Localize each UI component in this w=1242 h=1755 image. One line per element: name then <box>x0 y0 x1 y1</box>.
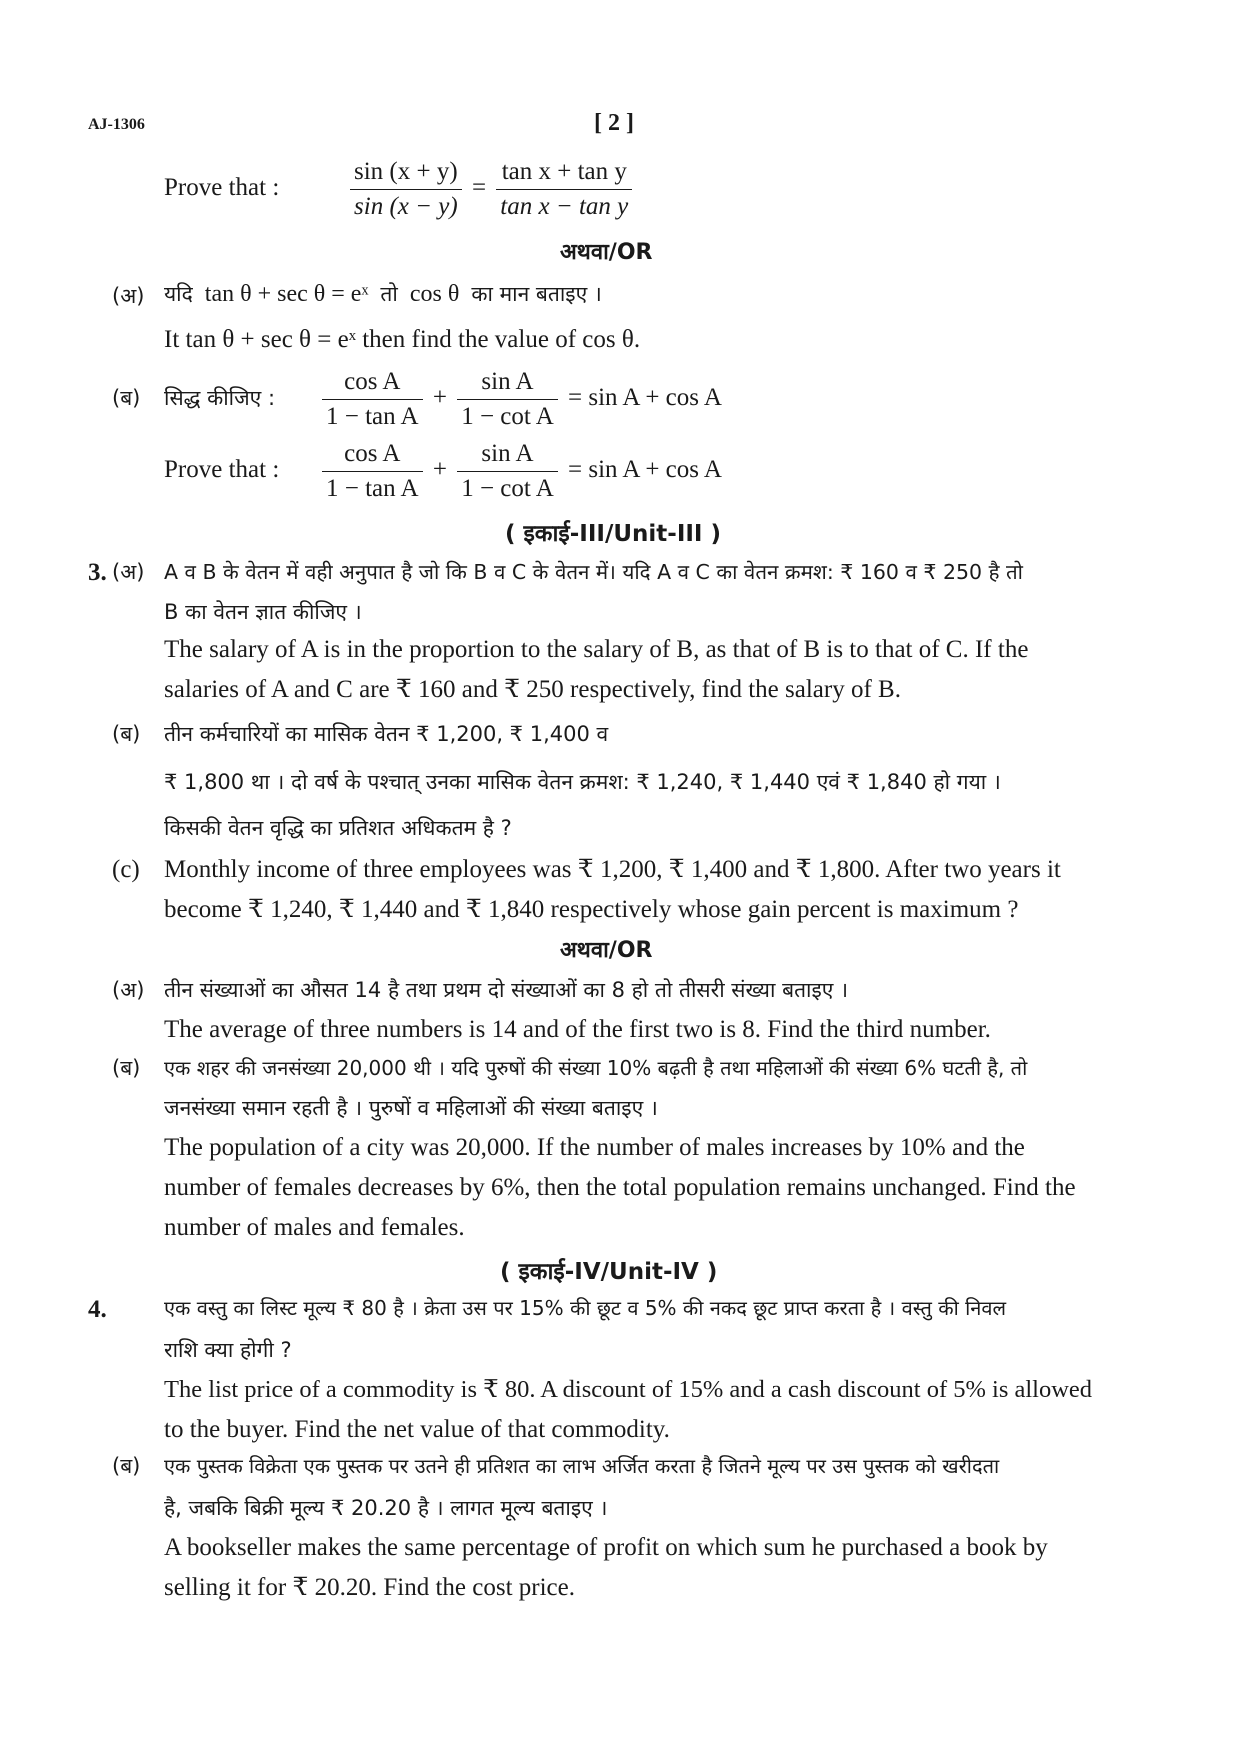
page-number: [ 2 ] <box>594 110 634 136</box>
unit-4-heading: ( इकाई-IV/Unit-IV ) <box>500 1259 718 1285</box>
q3-a-english-1: The salary of A is in the proportion to the salary of B, as that of B is to that of C. If the <box>164 636 1029 663</box>
denominator: 1 − tan A <box>326 403 419 430</box>
q4-b-english-2: selling it for ₹ 20.20. Find the cost price. <box>164 1574 575 1601</box>
or-separator-1: अथवा/OR <box>560 240 653 265</box>
or-separator-2: अथवा/OR <box>560 938 653 963</box>
q3-b-hindi-2: ₹ 1,800 था । दो वर्ष के पश्चात् उनका मासिक वेतन क्रमश: ₹ 1,240, ₹ 1,440 एवं ₹ 1,840 हो गया । <box>164 770 1001 794</box>
fraction-cos <box>322 368 423 431</box>
hindi-text: का मान बताइए । <box>471 282 602 306</box>
hindi-text: तो <box>380 282 398 306</box>
exam-code: AJ-1306 <box>88 116 145 133</box>
numerator: sin A <box>457 368 558 400</box>
q3-b-marker: (ब) <box>112 722 141 746</box>
q3-a-marker: (अ) <box>112 560 145 584</box>
fraction-cos <box>322 440 423 503</box>
rhs: = sin A + cos A <box>568 456 722 484</box>
q4-a-hindi-1: एक वस्तु का लिस्ट मूल्य ₹ 80 है । क्रेता उस पर 15% की छूट व 5% की नकद छूट प्राप्त करता है । वस्तु की निवल <box>164 1296 1007 1320</box>
denominator: 1 − cot A <box>461 475 554 502</box>
numerator: cos A <box>322 368 423 400</box>
q2-b-english-label: Prove that : <box>164 456 280 483</box>
q3-c-marker: (c) <box>112 856 140 883</box>
q3-or-b-english-2: number of females decreases by 6%, then the total population remains unchanged. Find the <box>164 1174 1076 1201</box>
equation-1 <box>346 158 636 221</box>
equals-sign: = <box>471 174 487 202</box>
denominator: tan x − tan y <box>500 193 629 220</box>
numerator: sin A <box>457 440 558 472</box>
hindi-text: यदि <box>164 282 193 306</box>
q2-b-hindi-label: सिद्ध कीजिए : <box>164 386 276 410</box>
q3-or-b-english-3: number of males and females. <box>164 1214 465 1241</box>
q3-number: 3. <box>88 559 107 586</box>
q4-a-english-2: to the buyer. Find the net value of that commodity. <box>164 1416 670 1443</box>
numerator: sin (x + y) <box>350 158 462 190</box>
q3-or-a-hindi: तीन संख्याओं का औसत 14 है तथा प्रथम दो संख्याओं का 8 हो तो तीसरी संख्या बताइए । <box>164 978 849 1002</box>
q3-a-english-2: salaries of A and C are ₹ 160 and ₹ 250 respectively, find the salary of B. <box>164 676 901 703</box>
q3-or-a-marker: (अ) <box>112 978 145 1002</box>
denominator: sin (x − y) <box>354 193 458 220</box>
q3-a-hindi-1: A व B के वेतन में वही अनुपात है जो कि B व C के वेतन में। यदि A व C का वेतन क्रमश: ₹ 160 व ₹ 250 है तो <box>164 560 1023 584</box>
equation-2-english <box>318 440 722 503</box>
q3-b-hindi-1: तीन कर्मचारियों का मासिक वेतन ₹ 1,200, ₹ 1,400 व <box>164 722 609 746</box>
denominator: 1 − tan A <box>326 475 419 502</box>
q3-or-b-hindi-2: जनसंख्या समान रहती है । पुरुषों व महिलाओं की संख्या बताइए । <box>164 1096 658 1120</box>
rhs: = sin A + cos A <box>568 384 722 412</box>
q3-c-english-1: Monthly income of three employees was ₹ 1,200, ₹ 1,400 and ₹ 1,800. After two years it <box>164 856 1061 883</box>
q4-b-hindi-1: एक पुस्तक विक्रेता एक पुस्तक पर उतने ही प्रतिशत का लाभ अर्जित करता है जितने मूल्य पर उस पुस्तक को खरीदता <box>164 1454 1000 1478</box>
q4-number: 4. <box>88 1296 107 1323</box>
fraction-left <box>350 158 462 221</box>
plus-sign: + <box>432 384 447 412</box>
unit-3-heading: ( इकाई-III/Unit-III ) <box>505 521 722 547</box>
q3-or-b-english-1: The population of a city was 20,000. If the number of males increases by 10% and the <box>164 1134 1025 1161</box>
q4-b-marker: (ब) <box>112 1454 141 1478</box>
q2-a-english: It tan θ + sec θ = eˣ then find the value of cos θ. <box>164 326 641 353</box>
q3-a-hindi-2: B का वेतन ज्ञात कीजिए । <box>164 600 362 624</box>
q4-a-english-1: The list price of a commodity is ₹ 80. A discount of 15% and a cash discount of 5% is allowed <box>164 1376 1093 1403</box>
q2-a-hindi <box>164 280 602 308</box>
math-expression: tan θ + sec θ = eˣ <box>204 281 369 307</box>
math-expression: cos θ <box>409 281 460 307</box>
q4-a-hindi-2: राशि क्या होगी ? <box>164 1338 292 1362</box>
denominator: 1 − cot A <box>461 403 554 430</box>
numerator: tan x + tan y <box>496 158 632 190</box>
prove-label-1: Prove that : <box>164 174 280 201</box>
q3-or-b-hindi-1: एक शहर की जनसंख्या 20,000 थी । यदि पुरुषों की संख्या 10% बढ़ती है तथा महिलाओं की संख्या 6% घटती है, तो <box>164 1056 1028 1080</box>
numerator: cos A <box>322 440 423 472</box>
fraction-sin <box>457 440 558 503</box>
q3-or-a-english: The average of three numbers is 14 and of the first two is 8. Find the third number. <box>164 1016 991 1043</box>
q2-a-marker: (अ) <box>112 284 145 308</box>
fraction-sin <box>457 368 558 431</box>
q4-b-hindi-2: है, जबकि बिक्री मूल्य ₹ 20.20 है । लागत मूल्य बताइए । <box>164 1496 608 1520</box>
q2-b-marker: (ब) <box>112 386 141 410</box>
plus-sign: + <box>432 456 447 484</box>
q3-c-english-2: become ₹ 1,240, ₹ 1,440 and ₹ 1,840 respectively whose gain percent is maximum ? <box>164 896 1019 923</box>
q4-b-english-1: A bookseller makes the same percentage of profit on which sum he purchased a book by <box>164 1534 1048 1561</box>
q3-or-b-marker: (ब) <box>112 1056 141 1080</box>
q3-b-hindi-3: किसकी वेतन वृद्धि का प्रतिशत अधिकतम है ? <box>164 816 512 840</box>
equation-2-hindi <box>318 368 722 431</box>
fraction-right <box>496 158 632 221</box>
